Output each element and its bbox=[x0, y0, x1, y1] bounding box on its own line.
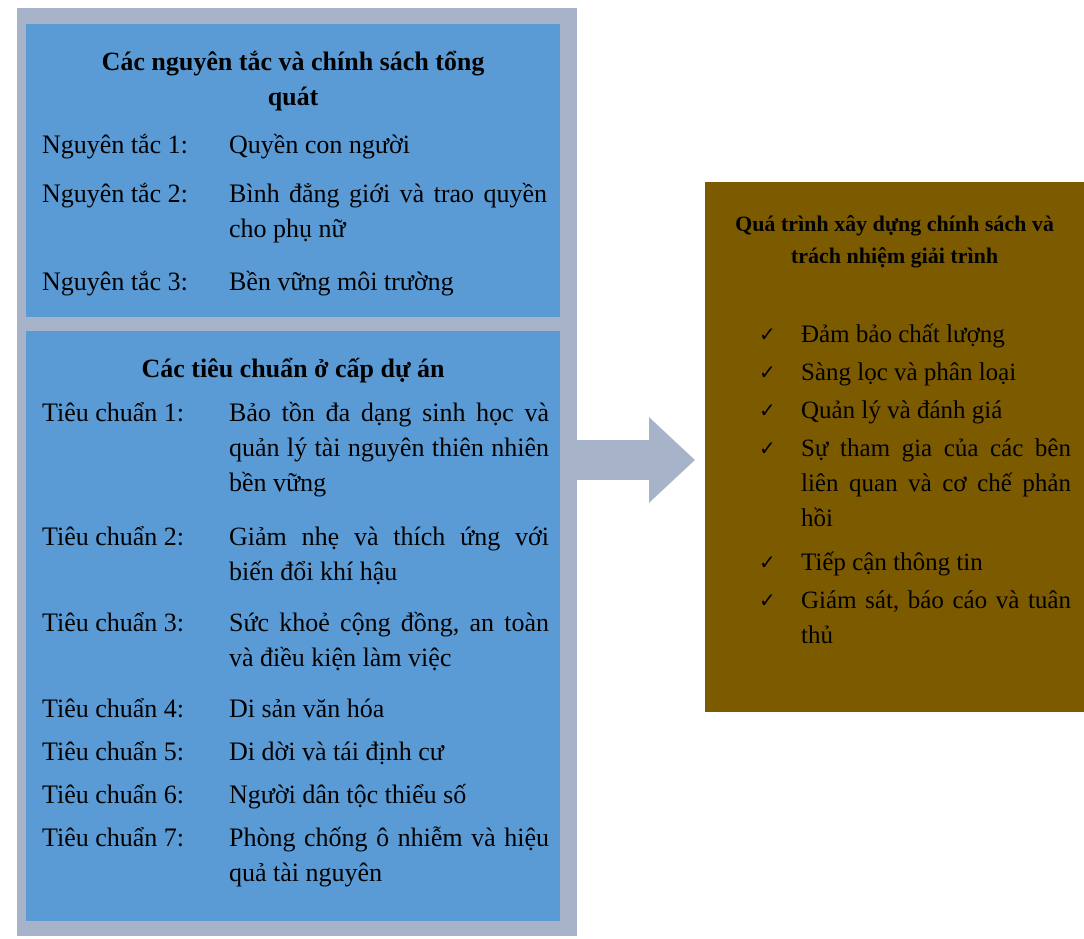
check-icon: ✓ bbox=[759, 588, 776, 612]
principles-title: Các nguyên tắc và chính sách tổng quát bbox=[101, 47, 485, 111]
standard-row bbox=[42, 734, 444, 769]
standard-text: Giảm nhẹ và thích ứng với biến đổi khí hậu bbox=[229, 522, 549, 586]
standard-row bbox=[42, 395, 549, 497]
checklist-item bbox=[759, 545, 1071, 580]
standard-label: Tiêu chuẩn 2: bbox=[42, 522, 185, 551]
principle-row bbox=[42, 176, 547, 243]
principle-label: Nguyên tắc 2: bbox=[42, 179, 188, 208]
standard-label: Tiêu chuẩn 6: bbox=[42, 780, 185, 809]
principle-text: Quyền con người bbox=[229, 130, 410, 159]
right-arrow-icon bbox=[577, 417, 695, 503]
standard-label: Tiêu chuẩn 1: bbox=[42, 398, 185, 427]
checklist-item bbox=[759, 431, 1071, 536]
standard-label: Tiêu chuẩn 3: bbox=[42, 608, 185, 637]
check-icon: ✓ bbox=[759, 550, 776, 574]
principle-label: Nguyên tắc 1: bbox=[42, 130, 188, 159]
check-icon: ✓ bbox=[759, 398, 776, 422]
standard-text: Bảo tồn đa dạng sinh học và quản lý tài nguyên thiên nhiên bền vững bbox=[229, 398, 549, 497]
checklist-item-text: Giám sát, báo cáo và tuân thủ bbox=[801, 587, 1071, 649]
standard-label: Tiêu chuẩn 5: bbox=[42, 737, 185, 766]
standard-text: Phòng chống ô nhiễm và hiệu quả tài nguyên bbox=[229, 823, 549, 887]
standard-text: Sức khoẻ cộng đồng, an toàn và điều kiện làm việc bbox=[229, 608, 549, 672]
checklist-item bbox=[759, 393, 1071, 428]
standard-row bbox=[42, 605, 549, 672]
standard-row bbox=[42, 691, 385, 726]
standard-text: Người dân tộc thiểu số bbox=[229, 780, 467, 809]
process-title: Quá trình xây dựng chính sách và trách nhiệm giải trình bbox=[735, 211, 1054, 268]
principle-label: Nguyên tắc 3: bbox=[42, 267, 188, 296]
principle-row bbox=[42, 264, 454, 299]
check-icon: ✓ bbox=[759, 360, 776, 384]
principle-text: Bền vững môi trường bbox=[229, 267, 454, 296]
checklist-item-text: Sàng lọc và phân loại bbox=[801, 359, 1017, 386]
principle-row bbox=[42, 127, 410, 162]
checklist-item bbox=[759, 317, 1071, 352]
standard-label: Tiêu chuẩn 7: bbox=[42, 823, 185, 852]
principle-text: Bình đẳng giới và trao quyền cho phụ nữ bbox=[229, 179, 547, 243]
standard-row bbox=[42, 519, 549, 586]
process-panel bbox=[705, 182, 1084, 712]
principles-panel bbox=[26, 24, 560, 317]
standard-text: Di sản văn hóa bbox=[229, 694, 385, 723]
standard-label: Tiêu chuẩn 4: bbox=[42, 694, 185, 723]
checklist-item bbox=[759, 583, 1071, 653]
check-icon: ✓ bbox=[759, 436, 776, 460]
check-icon: ✓ bbox=[759, 322, 776, 346]
checklist-item-text: Tiếp cận thông tin bbox=[801, 549, 983, 576]
standard-row bbox=[42, 777, 467, 812]
standard-text: Di dời và tái định cư bbox=[229, 737, 444, 766]
checklist-item bbox=[759, 355, 1071, 390]
checklist-item-text: Sự tham gia của các bên liên quan và cơ chế phản hồi bbox=[801, 435, 1071, 532]
checklist-item-text: Quản lý và đánh giá bbox=[801, 397, 1003, 424]
standards-title: Các tiêu chuẩn ở cấp dự án bbox=[141, 354, 445, 383]
checklist-item-text: Đảm bảo chất lượng bbox=[801, 321, 1005, 348]
standard-row bbox=[42, 820, 549, 887]
standards-panel bbox=[26, 331, 560, 921]
